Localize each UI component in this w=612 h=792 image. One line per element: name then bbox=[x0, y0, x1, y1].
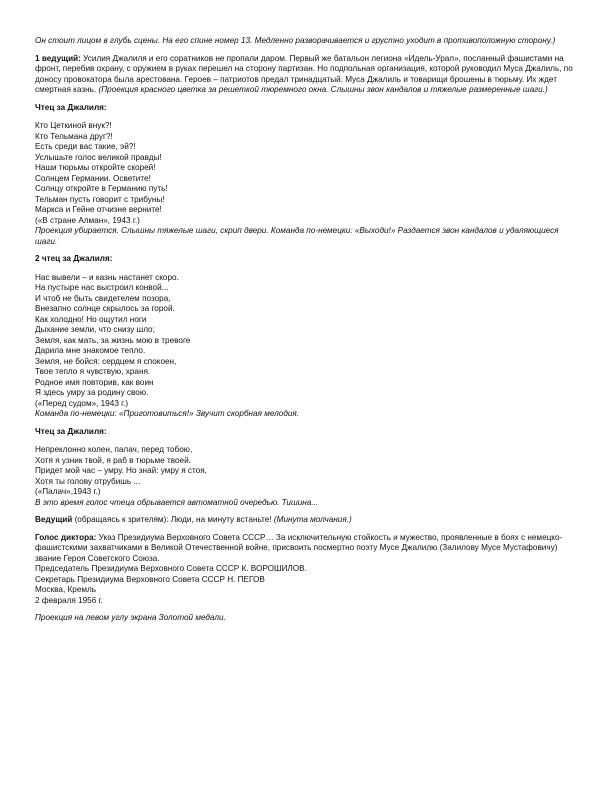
lead2-audience-note: (обращаясь к зрителям): bbox=[74, 515, 169, 524]
decree-date: 2 февраля 1956 г. bbox=[35, 595, 103, 605]
poem-line: Солнцу откройте в Германию путь! bbox=[35, 184, 168, 193]
poem-line: Дарила мне знакомое тепло. bbox=[35, 346, 146, 355]
lead2-speaker: Ведущий bbox=[35, 515, 73, 524]
announcer-speaker: Голос диктора: bbox=[35, 532, 97, 542]
poem-source: («Перед судом», 1943 г.) bbox=[35, 398, 129, 408]
reader3-heading: Чтец за Джалиля: bbox=[35, 426, 107, 436]
poem-line: Земля, как мать, за жизнь мою в тревоге bbox=[35, 335, 191, 345]
poem-line: Родное имя повторив, как воин bbox=[35, 377, 154, 387]
reader1-heading: Чтец за Джалиля: bbox=[35, 102, 107, 112]
lead1-speaker: 1 ведущий: bbox=[35, 53, 81, 63]
poem-source: («В стране Алман», 1943 г.) bbox=[35, 215, 140, 225]
reader1-stage-direction: Проекция убирается. Слышны тяжелые шаги, скрип двери. Команда по-немецки: «Выходи!» Раздается звон кандалов и удаляющиеся шаги. bbox=[35, 226, 559, 246]
lead2-direction: (Минута молчания.) bbox=[273, 515, 352, 524]
poem-line: И чтоб не быть свидетелем позора, bbox=[35, 293, 171, 303]
poem-line: На пустыре нас выстроил конвой... bbox=[35, 283, 169, 292]
decree-signature-line: Секретарь Президиума Верховного Совета СССР Н. ПЕГОВ bbox=[35, 574, 265, 584]
reader2-poem bbox=[35, 273, 580, 410]
lead1-paragraph bbox=[35, 54, 580, 96]
lead2-text: Люди, на минуту встаньте! bbox=[170, 515, 272, 524]
document-page bbox=[35, 36, 580, 631]
poem-line: Дыхание земли, что снизу шло; bbox=[35, 325, 155, 334]
reader3-poem bbox=[35, 445, 580, 498]
reader1-poem bbox=[35, 121, 580, 226]
poem-line: Кто Тельмана друг?! bbox=[35, 131, 113, 141]
reader2-heading: 2 чтец за Джалиля: bbox=[35, 254, 113, 263]
lead2-paragraph bbox=[35, 515, 580, 526]
intro-stage-direction: Он стоит лицом в глубь сцены. На его спине номер 13. Медленно разворачивается и грустно уходит в противоположную сторону.) bbox=[35, 36, 556, 45]
poem-line: Наши тюрьмы откройте скорей! bbox=[35, 163, 156, 172]
poem-line: Внезапно солнце скрылось за горой. bbox=[35, 304, 175, 313]
lead1-text: Усилия Джалиля и его соратников не пропали даром. Первый же батальон легиона «Идель-Урал», посланный фашистами на фронт, перебив охрану, с оружием в руках перешел на сторону партизан. Но подпольная организация, которой руководил Муса Джалиль, по доносу провокатора была арестована. Героев – патриотов предал тринадцатый. Муса Джалиль и товарищи брошены в тюрьму. Их ждет смертная казнь. bbox=[35, 53, 573, 94]
poem-line: Кто Цеткиной внук?! bbox=[35, 121, 112, 130]
poem-line: Непреклонно колен, палач, перед тобою, bbox=[35, 445, 193, 454]
decree-signature-line: Председатель Президиума Верховного Совета СССР К. ВОРОШИЛОВ. bbox=[35, 564, 307, 573]
poem-line: Нас вывели – и казнь настанет скоро. bbox=[35, 272, 179, 282]
poem-line: Хотя ты голову отрубишь ... bbox=[35, 476, 141, 486]
poem-line: Твое тепло я чувствую, храня. bbox=[35, 367, 151, 376]
poem-line: Я здесь умру за родину свою. bbox=[35, 388, 149, 397]
poem-source: («Палач»,1943 г.) bbox=[35, 487, 101, 496]
poem-line: Маркса и Гейне отчизне верните! bbox=[35, 205, 162, 214]
poem-line: Земля, не бойся: сердцем я спокоен, bbox=[35, 356, 177, 366]
poem-line: Солнцем Германии. Осветите! bbox=[35, 173, 151, 183]
announcer-block bbox=[35, 533, 580, 607]
final-stage-direction: Проекция на левом углу экрана Золотой медали. bbox=[35, 613, 226, 622]
reader2-stage-direction: Команда по-немецки: «Приготовиться!» Звучит скорбная мелодия. bbox=[35, 409, 300, 418]
poem-line: Придет мой час – умру. Но знай: умру я стоя, bbox=[35, 466, 207, 475]
poem-line: Как холодно! Но ощутил ноги bbox=[35, 314, 147, 324]
decree-place: Москва, Кремль bbox=[35, 585, 97, 594]
poem-line: Есть среди вас такие, эй?! bbox=[35, 142, 136, 151]
lead1-direction: (Проекция красного цветка за решеткой тюремного окна. Слышны звон кандалов и тяжелые размеренные шаги.) bbox=[98, 85, 548, 94]
poem-line: Услышьте голос великой правды! bbox=[35, 152, 162, 162]
poem-line: Тельман пусть говорит с трибуны! bbox=[35, 194, 165, 204]
announcer-text: Указ Президиума Верховного Совета СССР… За исключительную стойкость и мужество, проявленные в боях с немецко-фашистскими захватчиками в Великой Отечественной войне, присвоить посмертно поэту Мусе Джалилю (Залилову Мусе Мустафовичу) звание Героя Советского Союза. bbox=[35, 532, 563, 563]
reader3-stage-direction: В это время голос чтеца обрывается автоматной очередью. Тишина... bbox=[35, 497, 319, 507]
poem-line: Хотя я узник твой, я раб в тюрьме твоей. bbox=[35, 455, 191, 465]
